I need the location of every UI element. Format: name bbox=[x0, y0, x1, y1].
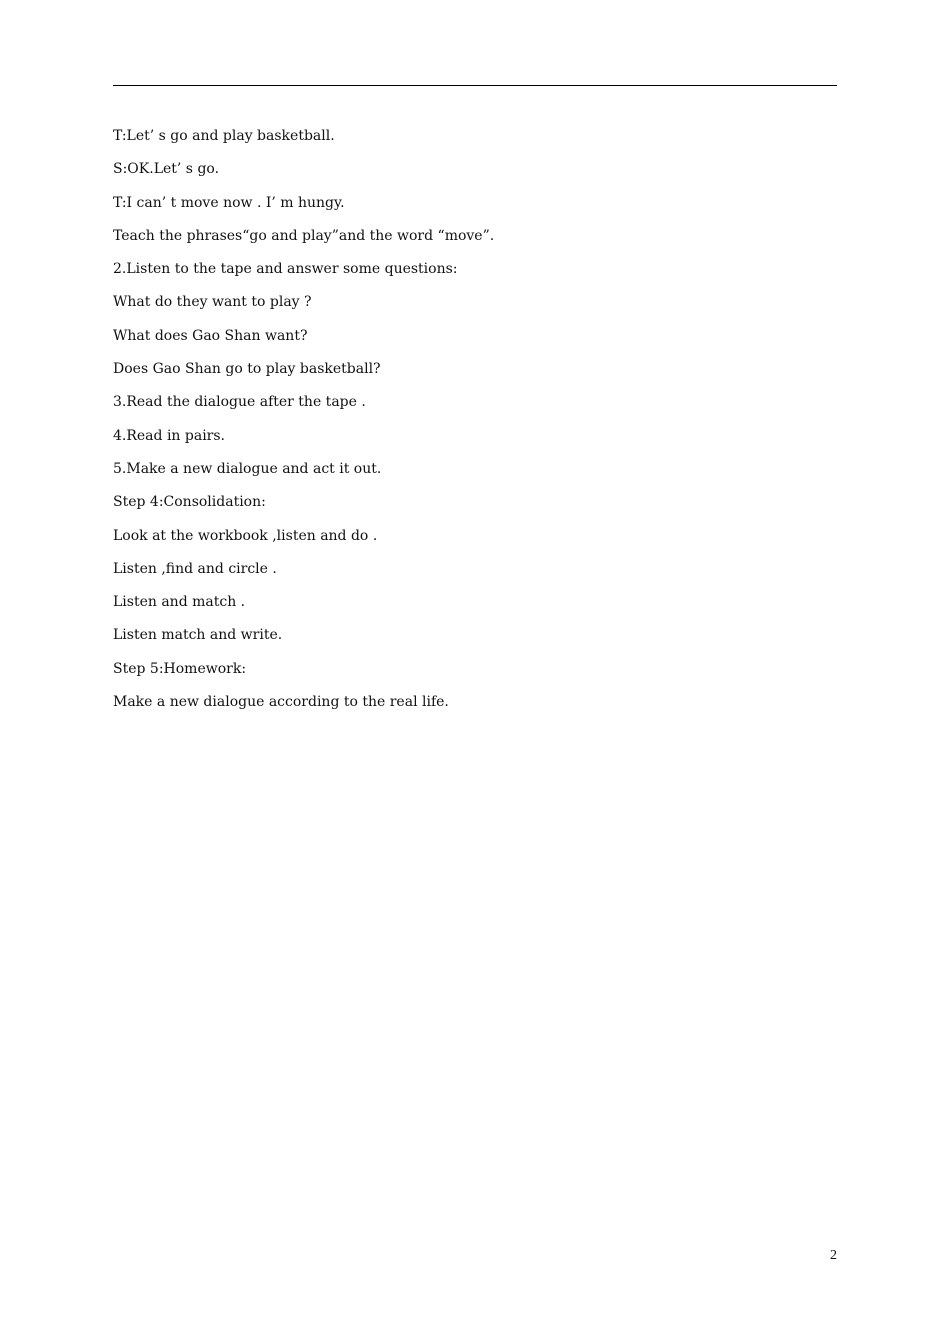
text-line: 5.Make a new dialogue and act it out. bbox=[113, 460, 382, 477]
text-line: 2.Listen to the tape and answer some questions: bbox=[113, 261, 458, 278]
text-line: Look at the workbook ,listen and do . bbox=[113, 527, 378, 544]
header-rule bbox=[113, 85, 837, 86]
text-line: Listen and match . bbox=[113, 594, 246, 611]
text-line: 4.Read in pairs. bbox=[113, 427, 225, 444]
text-line: Teach the phrases“go and play”and the word “move”. bbox=[113, 227, 495, 244]
text-line: Listen match and write. bbox=[113, 627, 283, 644]
text-line: S:OK.Let’ s go. bbox=[113, 161, 220, 178]
text-line: Step 5:Homework: bbox=[113, 660, 247, 677]
body-text bbox=[113, 126, 837, 725]
text-line: What does Gao Shan want? bbox=[113, 327, 308, 344]
text-line: T:I can’ t move now . I’ m hungy. bbox=[113, 194, 345, 211]
page-number: 2 bbox=[830, 1248, 837, 1263]
text-line: Make a new dialogue according to the real life. bbox=[113, 694, 449, 711]
text-line: 3.Read the dialogue after the tape . bbox=[113, 394, 366, 411]
text-line: Does Gao Shan go to play basketball? bbox=[113, 361, 381, 378]
text-line: Step 4:Consolidation: bbox=[113, 494, 266, 511]
text-line: Listen ,find and circle . bbox=[113, 560, 277, 577]
text-line: T:Let’ s go and play basketball. bbox=[113, 128, 335, 144]
text-line: What do they want to play ? bbox=[113, 294, 312, 311]
